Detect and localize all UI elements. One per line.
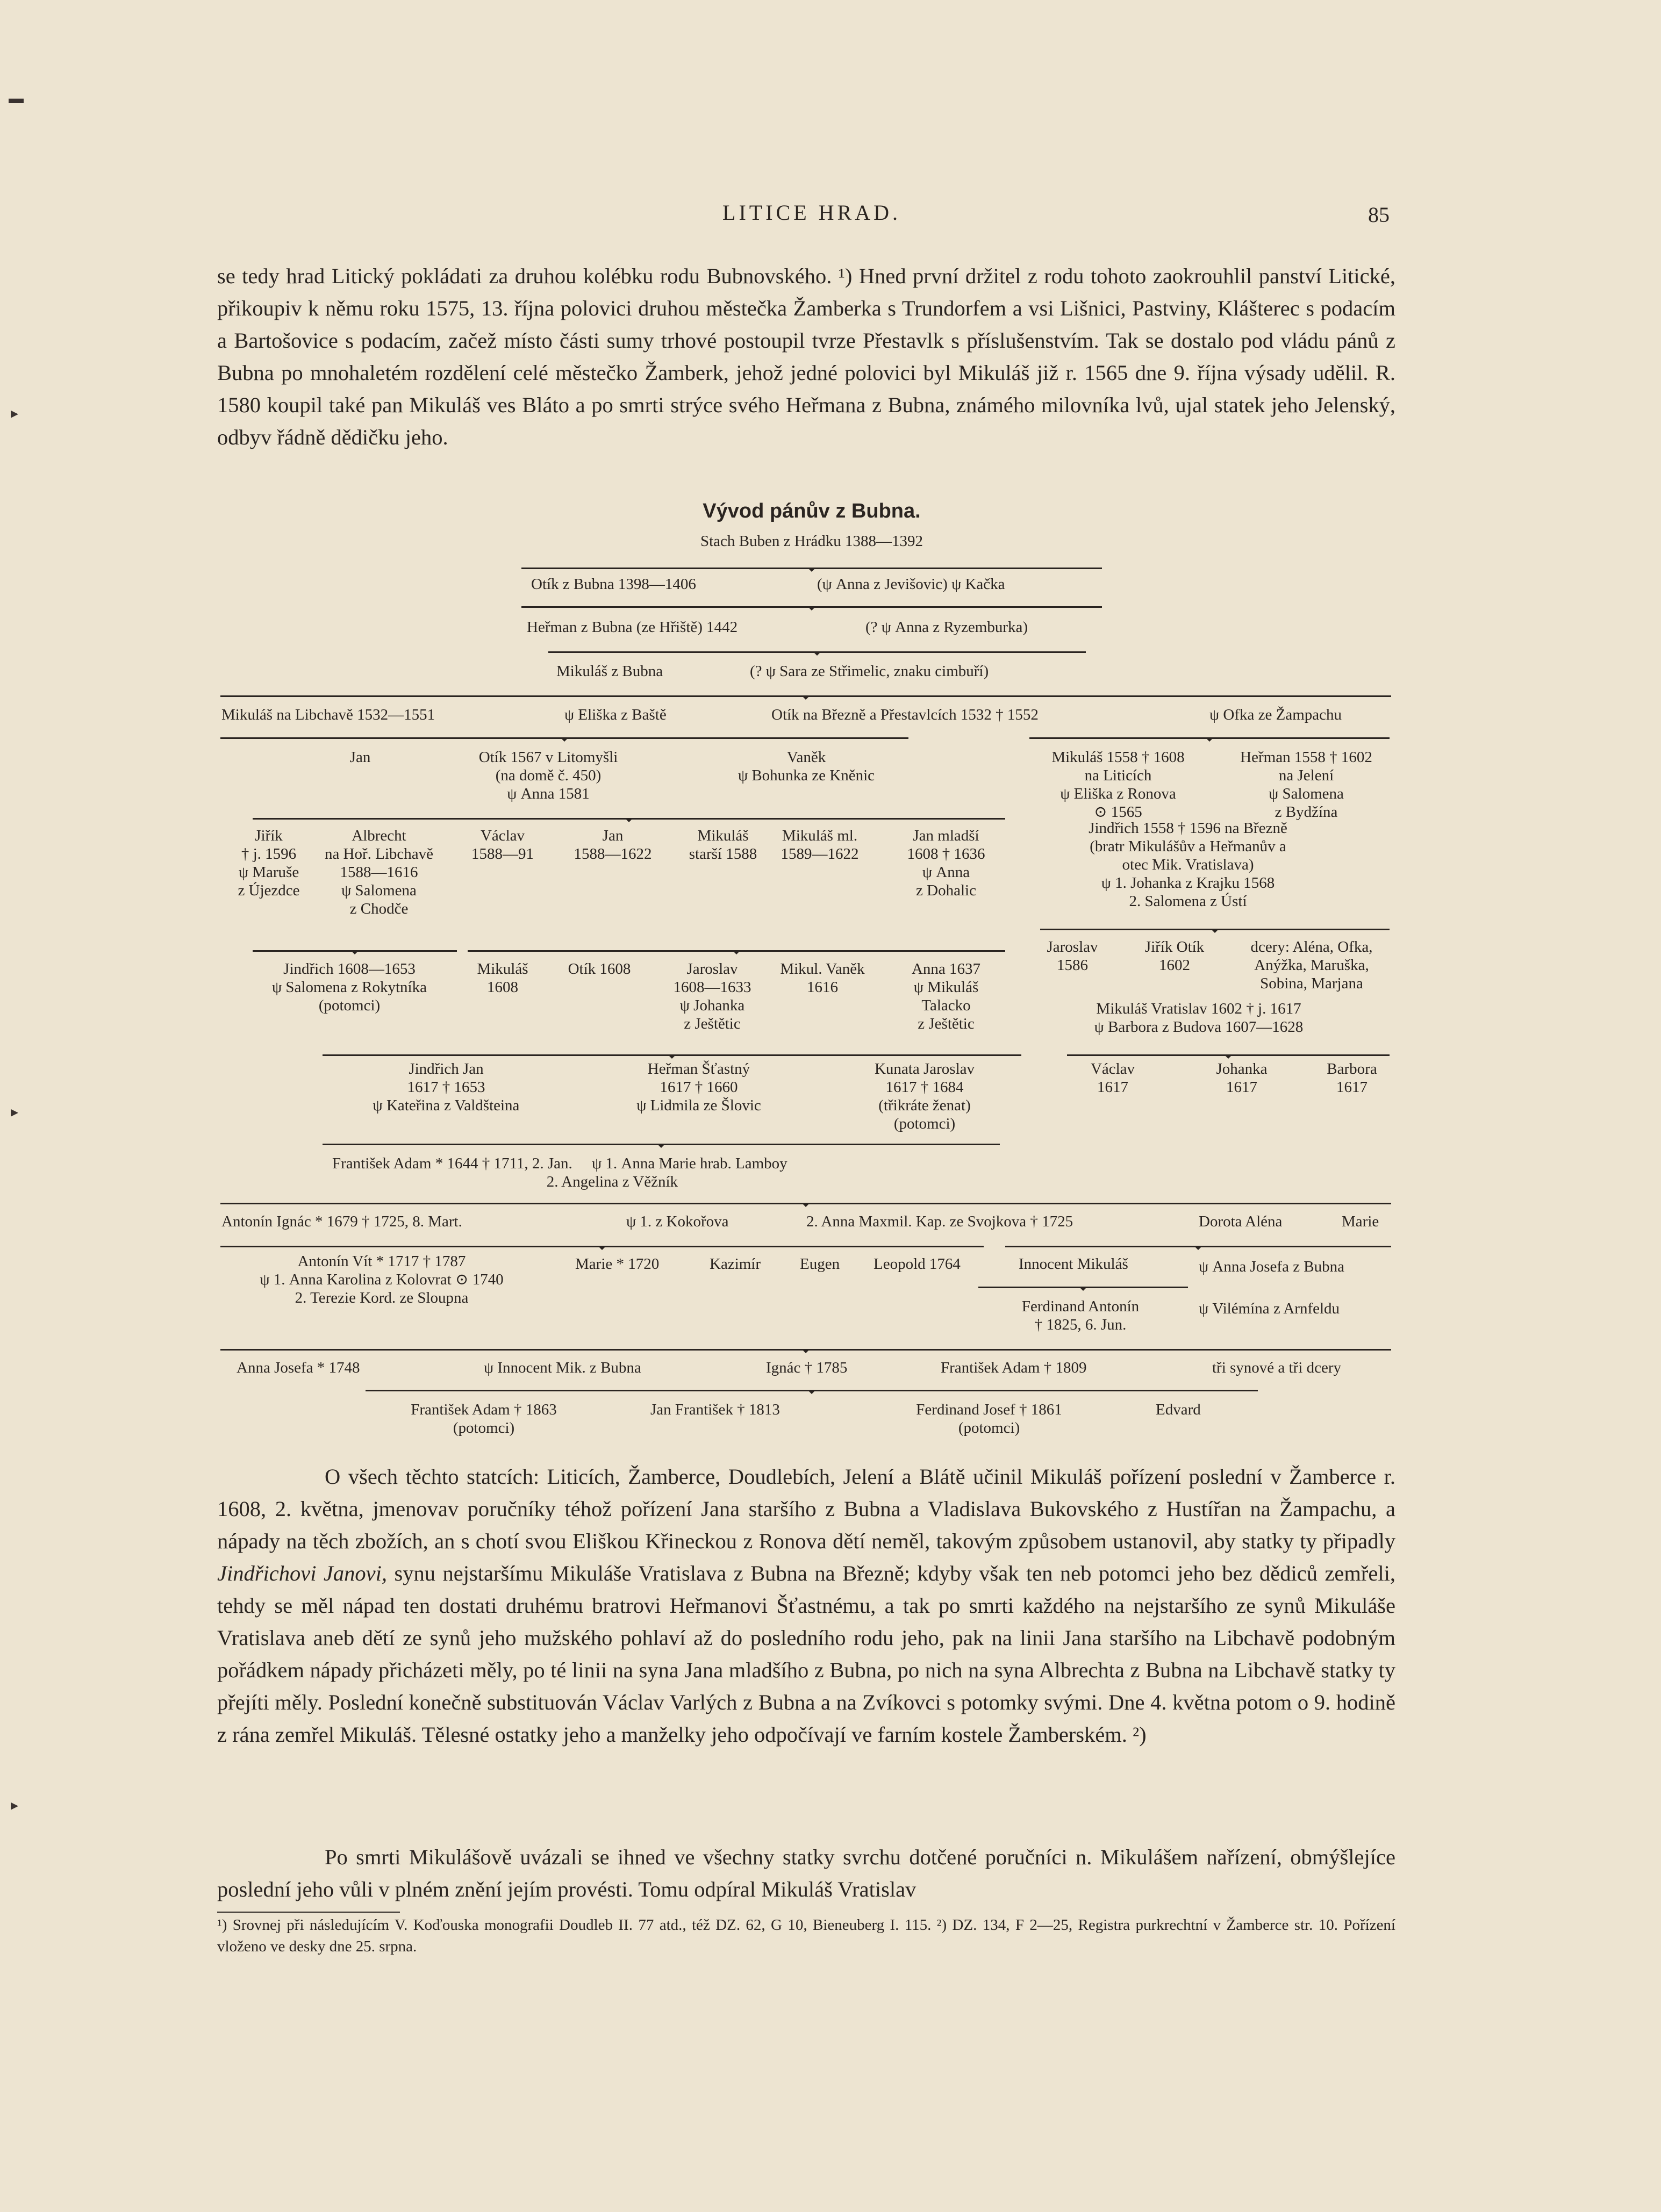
genealogy-g6-mikulas-mladsi: Mikuláš ml. 1589—1622 [781, 827, 859, 863]
genealogy-g13-a: František Adam † 1863 (potomci) [411, 1401, 557, 1437]
genealogy-g13-c: Ferdinand Josef † 1861 (potomci) [916, 1401, 1062, 1437]
genealogy-g7-jaroslav: Jaroslav 1608—1633 ψ Johanka z Ještětic [673, 960, 751, 1032]
genealogy-connector [220, 1203, 1391, 1208]
genealogy-g8-barbora: Barbora 1617 [1327, 1060, 1377, 1096]
genealogy-g5-otik: Otík 1567 v Litomyšli (na domě č. 450) ψ Anna 1581 [478, 749, 618, 802]
genealogy-g12-a: Anna Josefa * 1748 [237, 1359, 360, 1376]
genealogy-g12-d: František Adam † 1809 [941, 1359, 1087, 1376]
genealogy-connector [253, 950, 457, 955]
genealogy-g7-mikul-vanek: Mikul. Vaněk 1616 [780, 960, 865, 996]
genealogy-g13-d: Edvard [1156, 1401, 1201, 1418]
genealogy-g6-mikulas-starsi: Mikuláš starší 1588 [689, 827, 757, 863]
footnote-rule [217, 1912, 400, 1913]
genealogy-connector [1067, 1054, 1390, 1059]
genealogy-g11-anna-josefa: ψ Anna Josefa z Bubna [1199, 1258, 1345, 1275]
footnotes: ¹) Srovnej při následujícím V. Koďouska monografii Doudleb II. 77 atd., též DZ. 62, G 10, Bieneuberg I. 115. ²) DZ. 134, F 2—25, Registra purkrechtní v Žamberce str. 10. Pořízení vloženo ve desky dne 25. srpna. [217, 1916, 1395, 1955]
genealogy-connector [220, 1349, 1391, 1354]
genealogy-g11-eugen: Eugen [800, 1255, 840, 1273]
genealogy-g6-jaroslav: Jaroslav 1586 [1047, 938, 1098, 974]
genealogy-connector [1029, 737, 1390, 742]
genealogy-connector [220, 695, 1391, 700]
body-paragraph-2 [217, 1841, 1395, 1906]
margin-mark: ▸ [11, 1104, 19, 1121]
genealogy-g10-e: Marie [1342, 1213, 1379, 1230]
genealogy-g10-d: Dorota Aléna [1199, 1213, 1283, 1230]
body-paragraph-1-part-b: synu nejstaršímu Mikuláše Vratislava z Bubna na Březně; kdyby však ten neb potomci jeho bez dědiců zemřeli, tehdy se měl nápad ten dostati druhému bratrovi Heřmanovi Šťastnému, a tak po smrti každého na nejstaršího ze synů Mikuláše Vratislava aneb dětí ze synů jeho mužského pohlaví až do posledního rodu jeho, pak na linii Jana staršího na Libchavě podobným pořádkem nápady přicházeti měly, po té linii na syna Jana mladšího z Bubna, po nich na syna Albrechta z Bubna na Libchavě statky ty přejíti měly. Poslední konečně substituován Václav Varlých z Bubna a na Zvíkovci s potomky svými. Dne 4. května potom o 9. hodině z rána zemřel Mikuláš. Tělesné ostatky jeho a manželky jeho odpočívají ve farním kostele Žamberském. ²) [217, 1561, 1396, 1747]
genealogy-g3-left: Mikuláš z Bubna [556, 663, 663, 680]
genealogy-g11-kazimir: Kazimír [710, 1255, 761, 1273]
genealogy-g12-e: tři synové a tři dcery [1212, 1359, 1341, 1376]
genealogy-g12-b: ψ Innocent Mik. z Bubna [484, 1359, 641, 1376]
margin-mark: ▸ [11, 1797, 19, 1814]
genealogy-g11-vilemina: ψ Vilémína z Arnfeldu [1199, 1300, 1340, 1317]
genealogy-g6-daughters: dcery: Aléna, Ofka, Anýžka, Maruška, Sobina, Marjana [1250, 938, 1373, 992]
genealogy-g11-innocent: Innocent Mikuláš [1019, 1255, 1128, 1273]
genealogy-connector [366, 1390, 1258, 1395]
genealogy-g11-antonin: Antonín Vít * 1717 † 1787 ψ 1. Anna Karolina z Kolovrat ⊙ 1740 2. Terezie Kord. ze Sloupna [260, 1253, 504, 1306]
genealogy-g6-vaclav: Václav 1588—91 [471, 827, 534, 863]
page-number: 85 [1368, 203, 1390, 227]
genealogy-g3-right: (? ψ Sara ze Střimelic, znaku cimbuří) [750, 663, 989, 680]
genealogy-g6-jan-mladsi: Jan mladší 1608 † 1636 ψ Anna z Dohalic [907, 827, 985, 899]
genealogy-connector [220, 737, 908, 742]
genealogy-g7-mikulas: Mikuláš 1608 [477, 960, 528, 996]
genealogy-g8-vaclav: Václav 1617 [1090, 1060, 1135, 1096]
genealogy-g11-marie: Marie * 1720 [575, 1255, 660, 1273]
genealogy-g6-albrecht: Albrecht na Hoř. Libchavě 1588—1616 ψ Salomena z Chodče [324, 827, 434, 917]
genealogy-g5-jindrich: Jindřich 1558 † 1596 na Březně (bratr Mikulášův a Heřmanův a otec Mik. Vratislava) ψ 1. Johanka z Krajku 1568 2. Salomena z Ústí [1089, 820, 1287, 910]
genealogy-g7-otik: Otík 1608 [568, 960, 631, 978]
margin-mark: ▬ [9, 90, 24, 107]
genealogy-g6-jirik: Jiřík † j. 1596 ψ Maruše z Újezdce [238, 827, 300, 899]
genealogy-g4-b: ψ Eliška z Baště [564, 706, 667, 723]
genealogy-g11-ferdinand: Ferdinand Antonín † 1825, 6. Jun. [1021, 1298, 1140, 1333]
genealogy-g6-vratislav: Mikuláš Vratislav 1602 † j. 1617 ψ Barbora z Budova 1607—1628 [1094, 1000, 1304, 1036]
genealogy-g6-jirik-otik: Jiřík Otík 1602 [1144, 938, 1205, 974]
intro-paragraph: se tedy hrad Litický pokládati za druhou kolébku rodu Bubnovského. ¹) Hned první držitel z rodu tohoto zaokrouhlil panství Litické, přikoupiv k němu roku 1575, 13. října polovici druhou městečka Žamberka s Trundorfem a vsi Lišnici, Pastviny, Klášterec s podacím a Bartošovice s podacím, začež místo části sumy trhové postoupil tvrze Přestavlk s příslušenstvím. Tak se dostalo pod vládu pánů z Bubna po mnohaletém rozdělení celé městečko Žamberk, jehož jedné polovici byl Mikuláš již r. 1565 dne 9. října výsady udělil. R. 1580 koupil také pan Mikuláš ves Bláto a po smrti strýce svého Heřmana z Bubna, známého milovníka lvů, ujal statek jeho Jelenský, odbyv řádně dědičku jeho. [217, 264, 1395, 449]
genealogy-g10-a: Antonín Ignác * 1679 † 1725, 8. Mart. [221, 1213, 462, 1230]
genealogy-connector [1040, 929, 1390, 933]
body-paragraph-1-italic: Jindřichovi Janovi, [217, 1561, 388, 1585]
genealogy-g4-c: Otík na Březně a Přestavlcích 1532 † 1552 [771, 706, 1039, 723]
genealogy-g1-right: (ψ Anna z Jevišovic) ψ Kačka [817, 576, 1005, 593]
genealogy-g4-d: ψ Ofka ze Žampachu [1209, 706, 1342, 723]
margin-mark: ▸ [11, 405, 19, 422]
genealogy-g4-a: Mikuláš na Libchavě 1532—1551 [221, 706, 435, 723]
genealogy-g13-b: Jan František † 1813 [650, 1401, 780, 1418]
genealogy-g5-herman: Heřman 1558 † 1602 na Jelení ψ Salomena z Bydžína [1240, 749, 1372, 821]
genealogy-connector [521, 606, 1102, 611]
genealogy-connector [468, 950, 1005, 955]
genealogy-g10-b: ψ 1. z Kokořova [626, 1213, 729, 1230]
genealogy-g5-mikulas: Mikuláš 1558 † 1608 na Liticích ψ Eliška z Ronova ⊙ 1565 [1051, 749, 1185, 821]
genealogy-connector [521, 568, 1102, 572]
genealogy-connector [978, 1287, 1188, 1291]
genealogy-g1-left: Otík z Bubna 1398—1406 [531, 576, 696, 593]
running-header-title: LITICE HRAD. [722, 200, 901, 225]
genealogy-root: Stach Buben z Hrádku 1388—1392 [700, 533, 923, 550]
genealogy-g2-right: (? ψ Anna z Ryzemburka) [865, 619, 1028, 636]
genealogy-g6-jan: Jan 1588—1622 [574, 827, 652, 863]
genealogy-g8-kunata: Kunata Jaroslav 1617 † 1684 (třikráte ženat) (potomci) [874, 1060, 975, 1132]
genealogy-connector [323, 1144, 1000, 1148]
genealogy-g12-c: Ignác † 1785 [766, 1359, 848, 1376]
genealogy-connector [220, 1246, 984, 1251]
genealogy-connector [323, 1054, 1021, 1059]
body-paragraph-1-part-a: O všech těchto statcích: Liticích, Žamberce, Doudlebích, Jelení a Blátě učinil Mikuláš pořízení poslední v Žamberce r. 1608, 2. května, jmenovav poručníky téhož pořízení Jana staršího z Bubna a Vladislava Bukovského z Hustířan na Žampachu, a nápady na těch zbožích, an s chotí svou Eliškou Křineckou z Ronova dětí neměl, takovým způsobem ustanovil, aby statky ty připadly [217, 1464, 1395, 1553]
genealogy-g2-left: Heřman z Bubna (ze Hřiště) 1442 [527, 619, 738, 636]
genealogy-connector [548, 651, 1086, 656]
genealogy-g7-jindrich: Jindřich 1608—1653 ψ Salomena z Rokytníka (potomci) [272, 960, 427, 1014]
genealogy-g10-c: 2. Anna Maxmil. Kap. ze Svojkova † 1725 [806, 1213, 1073, 1230]
genealogy-g11-leopold: Leopold 1764 [874, 1255, 961, 1273]
genealogy-g5-jan: Jan [349, 749, 371, 766]
genealogy-g8-herman: Heřman Šťastný 1617 † 1660 ψ Lidmila ze Šlovic [636, 1060, 761, 1114]
genealogy-g8-jindrich-jan: Jindřich Jan 1617 † 1653 ψ Kateřina z Valdšteina [373, 1060, 520, 1114]
body-paragraph-1 [217, 1461, 1395, 1751]
genealogy-title: Vývod pánův z Bubna. [703, 500, 921, 522]
genealogy-g9: František Adam * 1644 † 1711, 2. Jan. ψ 1. Anna Marie hrab. Lamboy 2. Angelina z Věžník [332, 1155, 787, 1190]
genealogy-connector [1005, 1246, 1391, 1251]
body-paragraph-2-text: Po smrti Mikulášově uvázali se ihned ve všechny statky svrchu dotčené poručníci n. Mikulášem nařízení, obmýšlejíce poslední jeho vůli v plném znění jejím provésti. Tomu odpíral Mikuláš Vratislav [217, 1845, 1395, 1901]
genealogy-connector [253, 818, 1005, 823]
genealogy-g7-anna: Anna 1637 ψ Mikuláš Talacko z Ještětic [911, 960, 981, 1032]
genealogy-g8-johanka: Johanka 1617 [1216, 1060, 1268, 1096]
genealogy-g5-vanek: Vaněk ψ Bohunka ze Kněnic [738, 749, 875, 784]
